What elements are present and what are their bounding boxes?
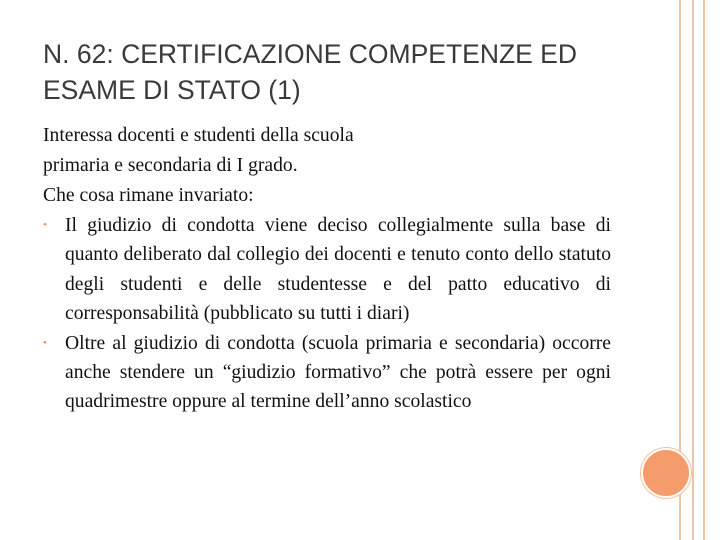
bullet-list xyxy=(43,211,611,417)
bullet-item xyxy=(43,329,611,417)
decorative-circle xyxy=(641,448,691,498)
bullet-text: Il giudizio di condotta viene deciso collegialmente sulla base di quanto deliberato dal collegio dei docenti e tenuto conto dello statuto degli studenti e delle studentesse e del patto educativo di corresponsabilità (pubblicato su tutti i diari) xyxy=(65,215,611,325)
body-paragraph: Interessa docenti e studenti della scuola xyxy=(43,125,354,146)
bullet-text: Oltre al giudizio di condotta (scuola primaria e secondaria) occorre anche stendere un “giudizio formativo” che potrà essere per ogni quadrimestre oppure al termine dell’anno scolastico xyxy=(65,332,611,413)
slide-body xyxy=(43,121,611,417)
slide-title: N. 62: CERTIFICAZIONE COMPETENZE ED ESAME DI STATO (1) xyxy=(43,39,577,105)
bullet-icon: • xyxy=(43,219,47,231)
bullet-icon: • xyxy=(43,336,47,349)
body-paragraph: Che cosa rimane invariato: xyxy=(43,185,254,206)
bullet-item xyxy=(43,211,611,329)
body-paragraph: primaria e secondaria di I grado. xyxy=(43,155,298,176)
decorative-rail-line xyxy=(703,0,705,540)
decorative-rail-line xyxy=(692,0,694,540)
